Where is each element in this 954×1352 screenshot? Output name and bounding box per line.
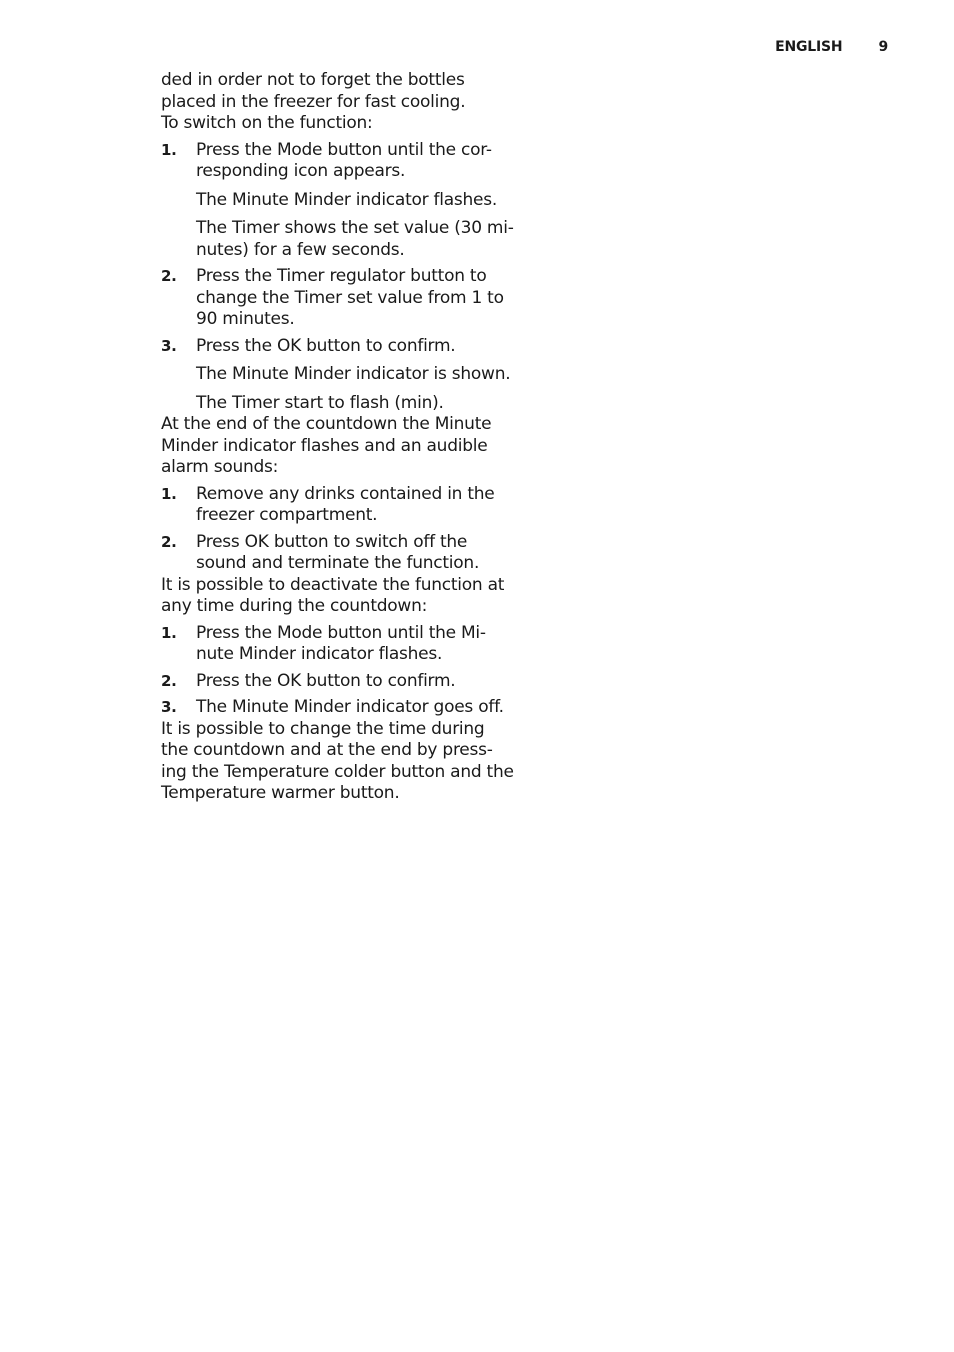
step-number: 2.	[161, 267, 177, 285]
language-label: ENGLISH	[775, 39, 843, 55]
text-column	[161, 70, 516, 805]
switch-on-heading: To switch on the function:	[161, 113, 373, 133]
step-number: 2.	[161, 671, 177, 690]
list-item	[161, 266, 516, 331]
step-number: 3.	[161, 336, 177, 355]
intro-continuation: ded in order not to forget the bottles placed in the freezer for fast cooling.	[161, 70, 466, 112]
step-note: The Minute Minder indicator flashes.	[196, 189, 498, 210]
list-item	[161, 484, 516, 527]
closing-text: It is possible to change the time during the countdown and at the end by press-ing the Temperature colder button and the Temperature warmer button.	[161, 718, 514, 803]
list-item	[161, 532, 516, 575]
deactivate-text: It is possible to deactivate the function at any time during the countdown:	[161, 574, 505, 616]
step-text: Press the OK button to confirm.	[196, 670, 456, 691]
page-number: 9	[878, 39, 888, 55]
step-text: Press the Timer regulator button to change the Timer set value from 1 to 90 minutes.	[196, 266, 504, 329]
step-note: The Timer shows the set value (30 mi-nutes) for a few seconds.	[196, 218, 514, 260]
end-of-countdown-text: At the end of the countdown the Minute Minder indicator flashes and an audible alarm sounds:	[161, 414, 492, 477]
step-number: 1.	[161, 484, 177, 503]
step-text: Press the Mode button until the Mi-nute Minder indicator flashes.	[196, 622, 486, 664]
step-number: 3.	[161, 698, 177, 716]
step-note: The Timer start to flash (min).	[196, 392, 444, 413]
list-item	[161, 697, 516, 719]
step-number: 1.	[161, 140, 177, 159]
step-note: The Minute Minder indicator is shown.	[196, 364, 511, 384]
step-text: The Minute Minder indicator goes off.	[196, 697, 504, 717]
list-item	[161, 623, 516, 666]
step-text: Press the OK button to confirm.	[196, 335, 456, 356]
step-text: Remove any drinks contained in the freezer compartment.	[196, 483, 495, 525]
list-item	[161, 336, 516, 358]
step-number: 1.	[161, 623, 177, 642]
step-number: 2.	[161, 532, 177, 551]
step-text: Press the Mode button until the cor-responding icon appears.	[196, 139, 492, 181]
step-text: Press OK button to switch off the sound and terminate the function.	[196, 531, 480, 573]
page-header	[775, 39, 888, 55]
list-item	[161, 140, 516, 183]
list-item	[161, 671, 516, 693]
